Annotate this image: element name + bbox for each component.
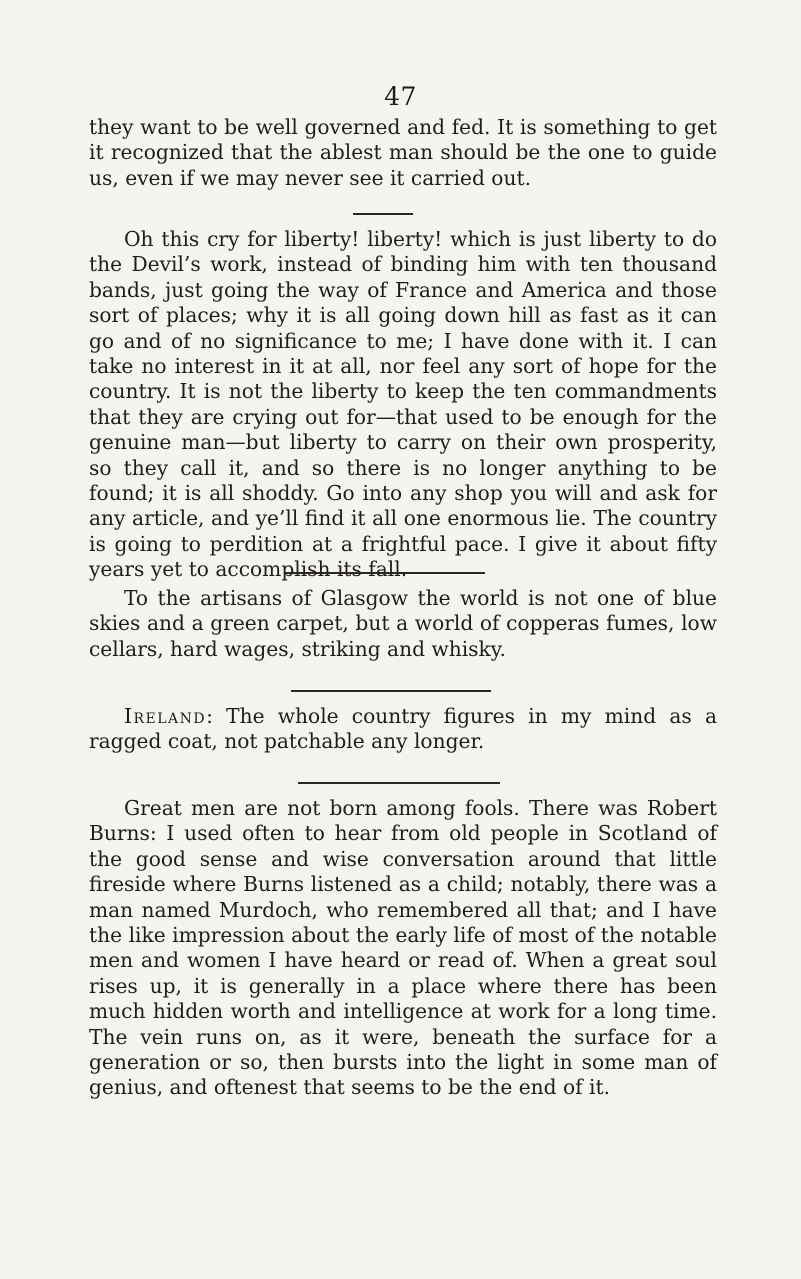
paragraph-ireland <box>89 704 717 755</box>
page-number: 47 <box>384 82 417 111</box>
ireland-body: : The whole country figures in my mind as a ragged coat, not patchable any longer. <box>89 704 717 754</box>
section-divider <box>291 690 491 692</box>
paragraph-governed-and-fed: they want to be well governed and fed. It is something to get it recognized that the ablest man should be the one to guide us, even if we may never see it carried out. <box>89 115 717 190</box>
paragraph-great-men: Great men are not born among fools. There was Robert Burns: I used often to hear from old people in Scotland of the good sense and wise conversation around that little fireside where Burns listened as a child; notably, there was a man named Murdoch, who remembered all that; and I have the like impression about the early life of most of the notable men and women I have heard or read of. When a great soul rises up, it is generally in a place where there has been much hidden worth and intelligence at work for a long time. The vein runs on, as it were, beneath the surface for a generation or so, then bursts into the light in some man of genius, and oftenest that seems to be the end of it. <box>89 796 717 1100</box>
paragraph-artisans-of-glasgow: To the artisans of Glasgow the world is not one of blue skies and a green carpet, but a world of copperas fumes, low cellars, hard wages, striking and whisky. <box>89 586 717 661</box>
section-divider <box>298 782 500 784</box>
paragraph-cry-for-liberty: Oh this cry for liberty! liberty! which is just liberty to do the Devil’s work, instead of binding him with ten thousand bands, just going the way of France and America and those sort of places; why it is all going down hill as fast as it can go and of no significance to me; I have done with it. I can take no interest in it at all, nor feel any sort of hope for the country. It is not the liberty to keep the ten commandments that they are crying out for—that used to be enough for the genuine man—but liberty to carry on their own prosperity, so they call it, and so there is no longer anything to be found; it is all shoddy. Go into any shop you will and ask for any article, and ye’ll find it all one enormous lie. The country is going to perdition at a frightful pace. I give it about fifty years yet to accomplish its fall. <box>89 227 717 582</box>
ireland-heading: Ireland <box>124 704 207 728</box>
section-divider-short <box>353 213 413 215</box>
section-divider <box>285 572 485 574</box>
